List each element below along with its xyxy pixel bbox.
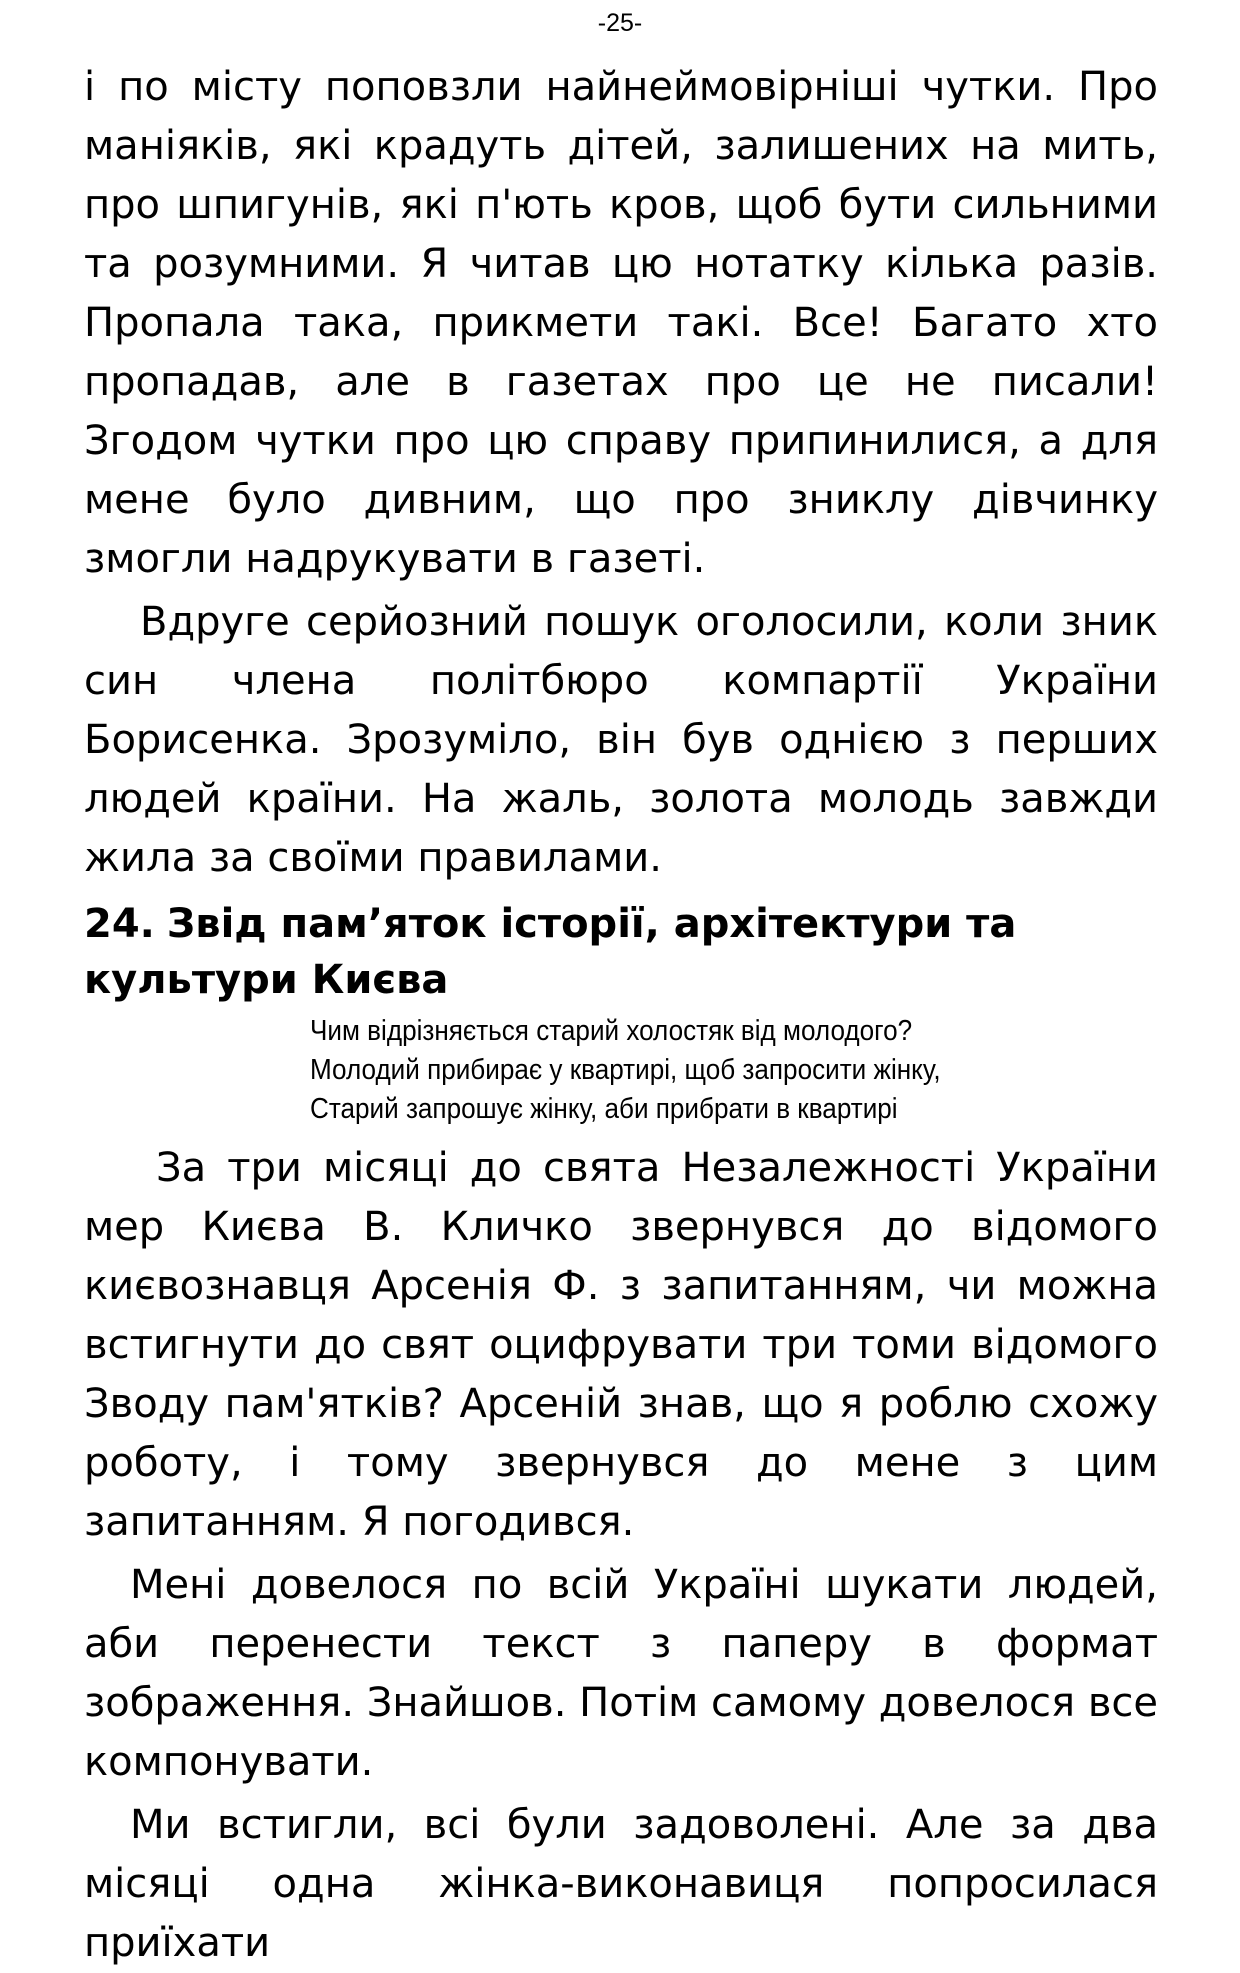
paragraph: Ми встигли, всі були задоволені. Але за два місяці одна жінка-виконавиця попросилася приїхати	[84, 1802, 1158, 1966]
page-content	[84, 58, 1158, 1973]
section-heading	[84, 896, 1158, 1008]
paragraph: і по місту поповзли найнеймовірніші чутки. Про маніяків, які крадуть дітей, залишених на мить, про шпигунів, які п'ють кров, щоб бути сильними та розумними. Я читав цю нотатку кілька разів. Пропала така, прикмети такі. Все! Багато хто пропадав, але в газетах про це не писали! Згодом чутки про цю справу припинилися, а для мене було дивним, що про зниклу дівчинку змогли надрукувати в газеті.	[84, 64, 1158, 582]
paragraph: За три місяці до свята Незалежності України мер Києва В. Кличко звернувся до відомого києвознавця Арсенія Ф. з запитанням, чи можна встигнути до свят оцифрувати три томи відомого Зводу пам'ятків? Арсеній знав, що я роблю схожу роботу, і тому звернувся до мене з цим запитанням. Я погодився.	[84, 1145, 1158, 1545]
paragraph: Вдруге серйозний пошук оголосили, коли зник син члена політбюро компартії України Борисенка. Зрозуміло, він був однією з перших людей країни. На жаль, золота молодь завжди жила за своїми правилами.	[84, 599, 1158, 881]
paragraph: Мені довелося по всій Україні шукати людей, аби перенести текст з паперу в формат зображення. Знайшов. Потім самому довелося все компонувати.	[84, 1562, 1159, 1785]
epigraph-line: Старий запрошує жінку, аби прибрати в квартирі	[310, 1093, 898, 1125]
epigraph	[310, 1012, 1073, 1129]
section-number: 24.	[84, 901, 155, 947]
page-number: -25-	[597, 9, 643, 37]
section-title: Звід пам’яток історії, архітектури та культури Києва	[84, 901, 1017, 1003]
epigraph-line: Чим відрізняється старий холостяк від молодого?	[310, 1015, 913, 1047]
epigraph-line: Молодий прибирає у квартирі, щоб запросити жінку,	[310, 1054, 941, 1086]
